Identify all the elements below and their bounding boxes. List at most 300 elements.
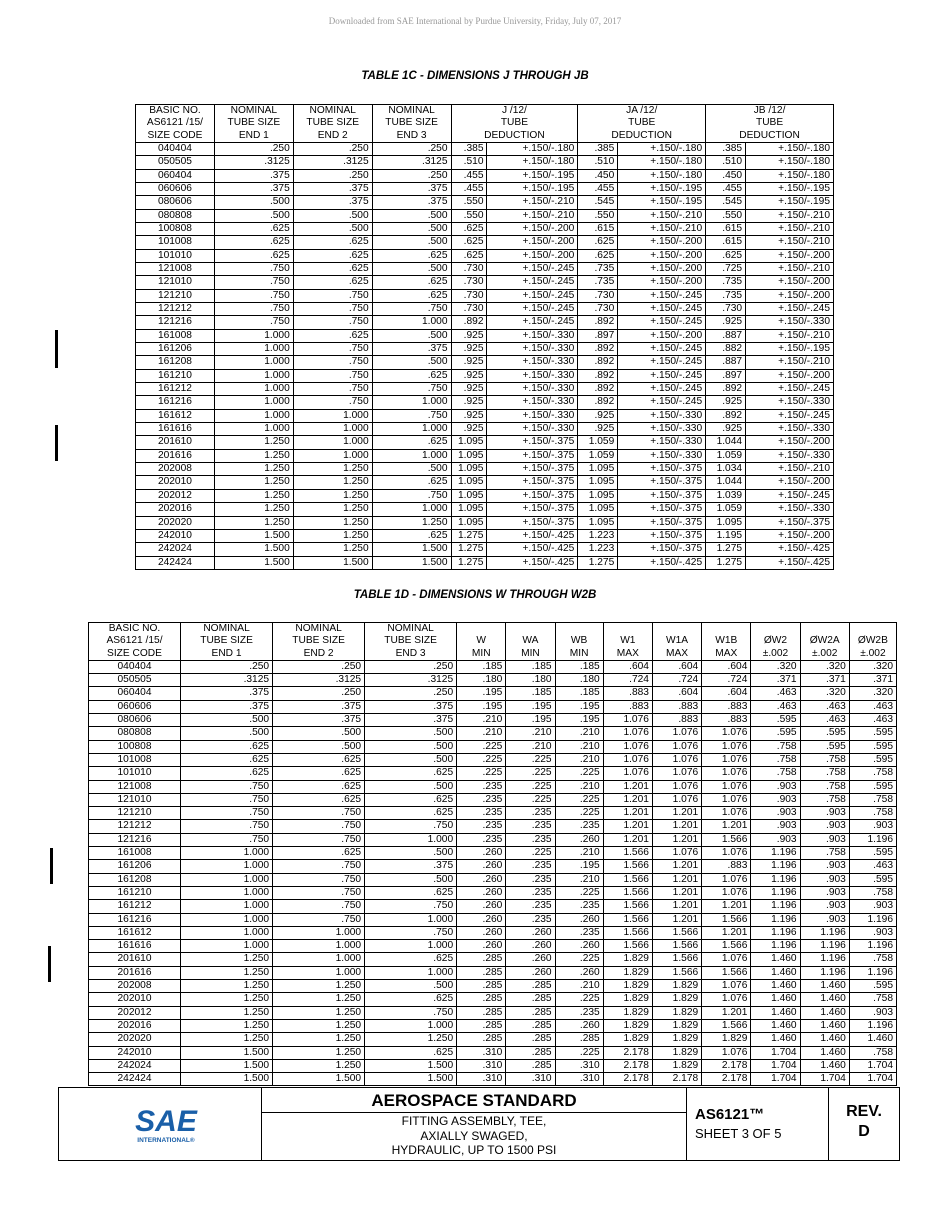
table-row: [136, 463, 834, 476]
table-cell: .285: [555, 1033, 603, 1046]
table-cell: .250: [273, 687, 365, 700]
table-cell: 1.000: [293, 423, 372, 436]
table-cell: .455: [451, 182, 487, 195]
table-cell: .892: [578, 369, 618, 382]
table-cell: .500: [181, 714, 273, 727]
table-cell: 1.829: [652, 1046, 701, 1059]
table-cell: .210: [506, 727, 555, 740]
table-cell: 161612: [136, 409, 215, 422]
table-cell: .595: [849, 780, 896, 793]
table-cell: +.150/-.245: [618, 369, 706, 382]
table-cell: .235: [506, 807, 555, 820]
table-row: [89, 1019, 897, 1032]
table-cell: .903: [800, 886, 849, 899]
table-cell: 1.000: [181, 913, 273, 926]
table-cell: .625: [293, 276, 372, 289]
table-cell: .375: [293, 182, 372, 195]
table-cell: +.150/-.375: [487, 516, 578, 529]
table-cell: .730: [578, 303, 618, 316]
header-line: NOMINAL: [309, 105, 356, 116]
table-cell: +.150/-.425: [487, 556, 578, 569]
table-cell: .595: [849, 740, 896, 753]
table-cell: 1.829: [603, 966, 652, 979]
table-cell: 1.059: [578, 436, 618, 449]
table-cell: .925: [451, 409, 487, 422]
table-cell: .285: [457, 1006, 506, 1019]
table-cell: .750: [273, 860, 365, 873]
table-cell: 1.000: [181, 900, 273, 913]
table-cell: +.150/-.200: [746, 276, 834, 289]
table-cell: .903: [849, 1006, 896, 1019]
table-cell: 1.196: [849, 833, 896, 846]
table-cell: +.150/-.375: [618, 489, 706, 502]
table-cell: +.150/-.200: [746, 369, 834, 382]
sheet-number: SHEET 3 OF 5: [695, 1126, 782, 1141]
table-cell: 1.201: [702, 900, 751, 913]
table-cell: .903: [751, 807, 800, 820]
header-line: ØW2A: [809, 635, 840, 647]
table-cell: 1.829: [652, 1006, 701, 1019]
table-cell: 1.460: [751, 966, 800, 979]
header-line: TUBE: [500, 117, 528, 129]
table-cell: +.150/-.245: [487, 289, 578, 302]
table-cell: +.150/-.375: [487, 463, 578, 476]
table-cell: 1.275: [706, 543, 746, 556]
table-cell: .235: [506, 886, 555, 899]
table-cell: 1.201: [702, 926, 751, 939]
table-cell: .3125: [273, 674, 365, 687]
table-row: [89, 847, 897, 860]
table-row: [89, 833, 897, 846]
header-line: ØW2B: [857, 635, 888, 647]
table-row: [89, 913, 897, 926]
table-cell: .500: [372, 329, 451, 342]
table-cell: .604: [652, 687, 701, 700]
table-cell: 1.095: [706, 516, 746, 529]
table-cell: .180: [506, 674, 555, 687]
table-cell: 1.566: [702, 1019, 751, 1032]
table-row: [136, 476, 834, 489]
table-cell: 1.196: [800, 940, 849, 953]
table-cell: 1.250: [214, 436, 293, 449]
header-line: DEDUCTION: [739, 129, 800, 141]
table-cell: .310: [506, 1073, 555, 1086]
table-1d-column-header: [652, 623, 701, 661]
table-cell: .724: [603, 674, 652, 687]
table-cell: +.150/-.195: [618, 196, 706, 209]
table-cell: .758: [849, 953, 896, 966]
table-cell: +.150/-.210: [746, 209, 834, 222]
table-cell: .310: [457, 1073, 506, 1086]
table-cell: 050505: [89, 674, 181, 687]
table-cell: .185: [506, 660, 555, 673]
table-cell: 1.223: [578, 529, 618, 542]
table-cell: 242010: [89, 1046, 181, 1059]
table-cell: 1.201: [603, 793, 652, 806]
table-cell: 1.201: [652, 833, 701, 846]
table-cell: .750: [365, 926, 457, 939]
table-cell: +.150/-.195: [746, 343, 834, 356]
table-cell: 1.000: [181, 886, 273, 899]
table-cell: 1.000: [181, 873, 273, 886]
table-cell: .3125: [365, 674, 457, 687]
table-cell: .235: [457, 807, 506, 820]
table-cell: .235: [555, 926, 603, 939]
table-cell: .750: [293, 316, 372, 329]
table-cell: .625: [372, 289, 451, 302]
header-line: TUBE SIZE: [384, 635, 437, 647]
table-cell: .903: [849, 926, 896, 939]
title-divider: [262, 1112, 686, 1113]
table-cell: .510: [578, 156, 618, 169]
table-1d: [88, 622, 897, 1086]
table-row: [136, 449, 834, 462]
table-cell: 1.275: [451, 529, 487, 542]
table-cell: .625: [451, 222, 487, 235]
table-cell: .758: [849, 993, 896, 1006]
table-1c-column-header: [293, 105, 372, 143]
table-cell: .463: [751, 687, 800, 700]
table-cell: +.150/-.180: [618, 169, 706, 182]
table-cell: +.150/-.195: [487, 182, 578, 195]
table-cell: 1.250: [181, 980, 273, 993]
table-cell: +.150/-.210: [746, 329, 834, 342]
header-line: ±.002: [811, 647, 838, 659]
table-cell: .735: [578, 276, 618, 289]
table-cell: 1.250: [273, 1033, 365, 1046]
table-cell: .625: [293, 249, 372, 262]
table-cell: 1.829: [603, 953, 652, 966]
table-1d-title: TABLE 1D - DIMENSIONS W THROUGH W2B: [353, 589, 597, 601]
table-cell: .225: [506, 847, 555, 860]
table-1d-column-header: [457, 623, 506, 661]
table-1c-title: TABLE 1C - DIMENSIONS J THROUGH JB: [361, 70, 589, 82]
sae-logo-text: SAE: [135, 1105, 197, 1138]
table-row: [136, 222, 834, 235]
table-cell: +.150/-.195: [487, 169, 578, 182]
table-cell: .500: [273, 740, 365, 753]
table-cell: .625: [214, 222, 293, 235]
table-cell: .892: [578, 356, 618, 369]
table-cell: .195: [457, 700, 506, 713]
table-cell: .550: [706, 209, 746, 222]
table-cell: .260: [506, 966, 555, 979]
table-cell: .625: [273, 767, 365, 780]
table-cell: .550: [451, 209, 487, 222]
table-cell: 1.076: [702, 980, 751, 993]
table-cell: 1.201: [603, 807, 652, 820]
table-cell: .285: [506, 993, 555, 1006]
logo-cell: [59, 1088, 262, 1160]
table-cell: .625: [372, 529, 451, 542]
table-cell: 1.201: [702, 1006, 751, 1019]
table-cell: 1.460: [751, 980, 800, 993]
title-block: [58, 1087, 900, 1161]
table-cell: 1.044: [706, 476, 746, 489]
table-1c-column-header: [578, 105, 706, 143]
table-cell: .925: [451, 423, 487, 436]
table-cell: 080606: [136, 196, 215, 209]
table-cell: +.150/-.330: [487, 423, 578, 436]
table-cell: +.150/-.330: [487, 356, 578, 369]
table-cell: 161208: [136, 356, 215, 369]
table-cell: +.150/-.245: [746, 489, 834, 502]
table-cell: .883: [702, 860, 751, 873]
table-cell: +.150/-.200: [618, 262, 706, 275]
table-cell: 1.000: [365, 1019, 457, 1032]
table-cell: +.150/-.245: [618, 303, 706, 316]
table-cell: .892: [706, 383, 746, 396]
table-cell: 1.000: [293, 436, 372, 449]
table-1c: [135, 104, 834, 570]
table-cell: .375: [365, 714, 457, 727]
table-cell: .225: [506, 793, 555, 806]
table-cell: 1.566: [603, 873, 652, 886]
table-cell: .892: [578, 316, 618, 329]
table-cell: 1.460: [751, 1006, 800, 1019]
table-row: [136, 303, 834, 316]
change-bar: [55, 330, 58, 368]
table-cell: .260: [506, 953, 555, 966]
table-cell: +.150/-.210: [746, 222, 834, 235]
table-cell: +.150/-.210: [746, 236, 834, 249]
table-row: [89, 1046, 897, 1059]
table-cell: .375: [293, 196, 372, 209]
table-cell: .625: [273, 793, 365, 806]
table-cell: +.150/-.200: [618, 276, 706, 289]
table-cell: .758: [849, 1046, 896, 1059]
table-cell: 1.201: [652, 900, 701, 913]
table-cell: .450: [578, 169, 618, 182]
table-cell: 1.076: [702, 727, 751, 740]
table-cell: .625: [372, 369, 451, 382]
table-row: [136, 503, 834, 516]
table-cell: .625: [181, 740, 273, 753]
table-cell: 1.076: [702, 807, 751, 820]
table-cell: .750: [372, 303, 451, 316]
table-cell: .375: [214, 182, 293, 195]
table-cell: 1.250: [181, 1006, 273, 1019]
table-cell: .250: [214, 142, 293, 155]
table-cell: .730: [706, 303, 746, 316]
table-cell: 1.250: [214, 516, 293, 529]
table-cell: .463: [849, 860, 896, 873]
table-cell: .625: [181, 753, 273, 766]
table-cell: +.150/-.375: [487, 489, 578, 502]
table-cell: .758: [800, 780, 849, 793]
table-cell: .883: [603, 687, 652, 700]
table-row: [136, 356, 834, 369]
table-1d-column-header: [702, 623, 751, 661]
table-cell: 202020: [136, 516, 215, 529]
table-cell: .925: [451, 343, 487, 356]
table-cell: 1.566: [652, 940, 701, 953]
table-1d-column-header: [89, 623, 181, 661]
header-line: DEDUCTION: [484, 129, 545, 141]
table-1c-column-header: [214, 105, 293, 143]
table-cell: 1.460: [751, 953, 800, 966]
table-cell: 1.500: [214, 556, 293, 569]
table-cell: .285: [506, 980, 555, 993]
table-cell: .235: [506, 873, 555, 886]
table-cell: .500: [365, 873, 457, 886]
table-cell: .625: [273, 753, 365, 766]
table-row: [89, 674, 897, 687]
table-cell: .463: [751, 700, 800, 713]
table-cell: .310: [457, 1046, 506, 1059]
table-cell: 1.000: [372, 396, 451, 409]
table-cell: 060404: [89, 687, 181, 700]
table-cell: 1.704: [849, 1059, 896, 1072]
table-cell: +.150/-.200: [746, 249, 834, 262]
table-row: [89, 993, 897, 1006]
table-cell: 1.829: [652, 993, 701, 1006]
table-cell: .210: [555, 740, 603, 753]
table-cell: 1.500: [372, 556, 451, 569]
table-cell: 202010: [136, 476, 215, 489]
table-cell: .285: [506, 1033, 555, 1046]
table-cell: .730: [451, 262, 487, 275]
table-row: [89, 900, 897, 913]
table-cell: +.150/-.245: [618, 343, 706, 356]
table-cell: 1.829: [603, 1019, 652, 1032]
table-cell: .625: [451, 249, 487, 262]
table-1d-column-header: [181, 623, 273, 661]
table-cell: .185: [506, 687, 555, 700]
table-cell: .463: [800, 700, 849, 713]
table-cell: +.150/-.180: [487, 142, 578, 155]
table-cell: .903: [751, 833, 800, 846]
table-cell: .195: [555, 860, 603, 873]
table-1c-column-header: [451, 105, 578, 143]
table-cell: 1.566: [702, 966, 751, 979]
table-cell: .750: [293, 356, 372, 369]
table-cell: .758: [800, 847, 849, 860]
table-cell: .625: [214, 236, 293, 249]
table-cell: .925: [578, 409, 618, 422]
table-cell: 1.000: [181, 940, 273, 953]
table-cell: 1.000: [273, 940, 365, 953]
table-cell: 161210: [136, 369, 215, 382]
table-cell: .750: [273, 886, 365, 899]
table-cell: +.150/-.375: [618, 543, 706, 556]
table-cell: .225: [555, 793, 603, 806]
table-cell: .510: [451, 156, 487, 169]
table-cell: .250: [372, 142, 451, 155]
revision-label: REV.: [846, 1103, 882, 1120]
table-cell: 1.000: [181, 926, 273, 939]
table-cell: .550: [451, 196, 487, 209]
table-cell: 1.000: [273, 926, 365, 939]
table-cell: 1.829: [603, 980, 652, 993]
table-row: [89, 793, 897, 806]
table-cell: .625: [578, 249, 618, 262]
table-cell: .235: [457, 793, 506, 806]
header-line: END 2: [303, 647, 334, 659]
table-cell: 121212: [136, 303, 215, 316]
table-cell: .750: [214, 303, 293, 316]
table-cell: 1.250: [273, 993, 365, 1006]
table-cell: 1.196: [751, 926, 800, 939]
header-line: W1B: [715, 635, 738, 647]
table-cell: .195: [457, 687, 506, 700]
header-line: NOMINAL: [387, 623, 434, 634]
table-cell: .225: [506, 767, 555, 780]
table-cell: .625: [273, 780, 365, 793]
table-cell: .180: [457, 674, 506, 687]
table-1c-column-header: [372, 105, 451, 143]
table-cell: .887: [706, 329, 746, 342]
table-cell: .310: [555, 1073, 603, 1086]
table-cell: .225: [555, 767, 603, 780]
table-cell: .750: [365, 900, 457, 913]
table-cell: 1.250: [181, 953, 273, 966]
table-cell: 161206: [136, 343, 215, 356]
table-row: [136, 289, 834, 302]
table-cell: .320: [849, 687, 896, 700]
table-cell: .903: [751, 820, 800, 833]
table-cell: +.150/-.210: [618, 209, 706, 222]
table-cell: .625: [578, 236, 618, 249]
table-cell: .320: [849, 660, 896, 673]
table-cell: .235: [506, 900, 555, 913]
table-cell: .463: [849, 714, 896, 727]
table-cell: .210: [457, 727, 506, 740]
table-cell: 1.076: [603, 753, 652, 766]
table-cell: 1.460: [800, 1059, 849, 1072]
table-cell: 1.000: [293, 449, 372, 462]
table-row: [136, 316, 834, 329]
table-cell: .225: [457, 740, 506, 753]
table-cell: .730: [451, 303, 487, 316]
standard-title: AEROSPACE STANDARD: [371, 1091, 577, 1110]
table-cell: .3125: [214, 156, 293, 169]
table-cell: 1.250: [181, 1019, 273, 1032]
table-cell: 1.500: [214, 543, 293, 556]
table-cell: .595: [849, 847, 896, 860]
table-cell: .285: [457, 980, 506, 993]
table-cell: 1.076: [652, 727, 701, 740]
table-cell: 202008: [136, 463, 215, 476]
header-line: NOMINAL: [388, 105, 435, 116]
table-cell: .758: [849, 807, 896, 820]
table-cell: .3125: [181, 674, 273, 687]
table-cell: +.150/-.245: [487, 276, 578, 289]
table-cell: .883: [702, 700, 751, 713]
header-line: W1: [620, 635, 636, 647]
document-number-cell: [687, 1088, 829, 1160]
table-cell: .500: [214, 196, 293, 209]
table-cell: .750: [293, 303, 372, 316]
table-cell: .285: [457, 966, 506, 979]
table-row: [89, 926, 897, 939]
table-cell: +.150/-.200: [746, 529, 834, 542]
table-cell: 101010: [89, 767, 181, 780]
table-cell: 1.076: [652, 753, 701, 766]
table-cell: .371: [800, 674, 849, 687]
table-cell: .260: [457, 900, 506, 913]
table-row: [89, 1033, 897, 1046]
table-cell: 201610: [89, 953, 181, 966]
header-line: ±.002: [860, 647, 886, 659]
table-cell: 1.095: [451, 489, 487, 502]
table-cell: 1.460: [800, 1046, 849, 1059]
table-cell: .310: [457, 1059, 506, 1072]
table-cell: 1.000: [214, 369, 293, 382]
table-cell: +.150/-.245: [487, 262, 578, 275]
table-cell: .750: [365, 820, 457, 833]
table-cell: .500: [365, 980, 457, 993]
